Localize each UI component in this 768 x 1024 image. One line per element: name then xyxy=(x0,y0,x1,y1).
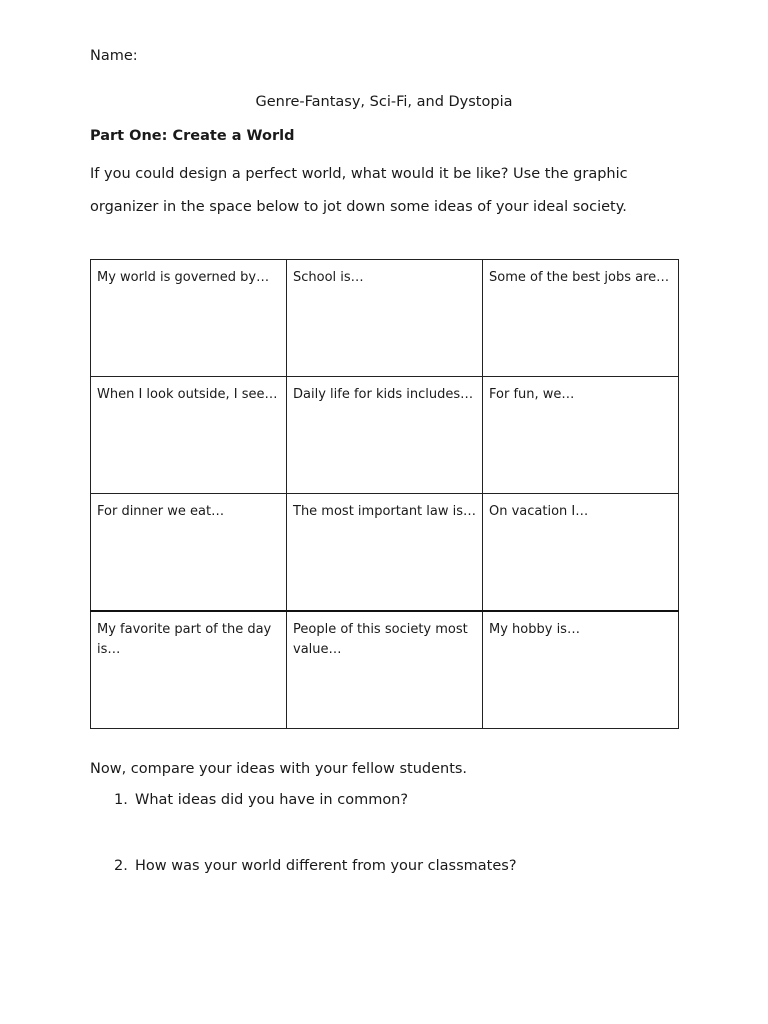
part-one-intro xyxy=(90,158,690,224)
list-item xyxy=(90,858,517,878)
organizer-cell[interactable]: For dinner we eat… xyxy=(91,494,287,612)
intro-line-2: organizer in the space below to jot down some ideas of your ideal society. xyxy=(90,199,627,215)
name-label: Name: xyxy=(90,48,138,64)
question-number: 1. xyxy=(114,792,128,808)
organizer-cell[interactable]: Some of the best jobs are… xyxy=(483,260,679,377)
organizer-cell[interactable]: My favorite part of the day is… xyxy=(91,611,287,729)
compare-intro: Now, compare your ideas with your fellow students. xyxy=(90,761,468,777)
intro-line-1: If you could design a perfect world, what would it be like? Use the graphic xyxy=(90,166,628,182)
list-item xyxy=(90,792,517,812)
question-text: How was your world different from your classmates? xyxy=(135,858,517,874)
question-list xyxy=(90,792,517,878)
question-text: What ideas did you have in common? xyxy=(135,792,409,808)
table-row xyxy=(91,611,679,729)
organizer-cell[interactable]: When I look outside, I see… xyxy=(91,377,287,494)
table-row xyxy=(91,377,679,494)
organizer-cell[interactable]: School is… xyxy=(287,260,483,377)
part-one-heading: Part One: Create a World xyxy=(90,128,295,144)
organizer-cell[interactable]: The most important law is… xyxy=(287,494,483,612)
question-number: 2. xyxy=(114,858,128,874)
table-row xyxy=(91,494,679,612)
organizer-cell[interactable]: On vacation I… xyxy=(483,494,679,612)
page-title: Genre-Fantasy, Sci-Fi, and Dystopia xyxy=(255,94,513,110)
table-row xyxy=(91,260,679,377)
graphic-organizer-table xyxy=(90,259,679,729)
organizer-cell[interactable]: My hobby is… xyxy=(483,611,679,729)
organizer-cell[interactable]: For fun, we… xyxy=(483,377,679,494)
organizer-cell[interactable]: Daily life for kids includes… xyxy=(287,377,483,494)
organizer-cell[interactable]: People of this society most value… xyxy=(287,611,483,729)
organizer-cell[interactable]: My world is governed by… xyxy=(91,260,287,377)
